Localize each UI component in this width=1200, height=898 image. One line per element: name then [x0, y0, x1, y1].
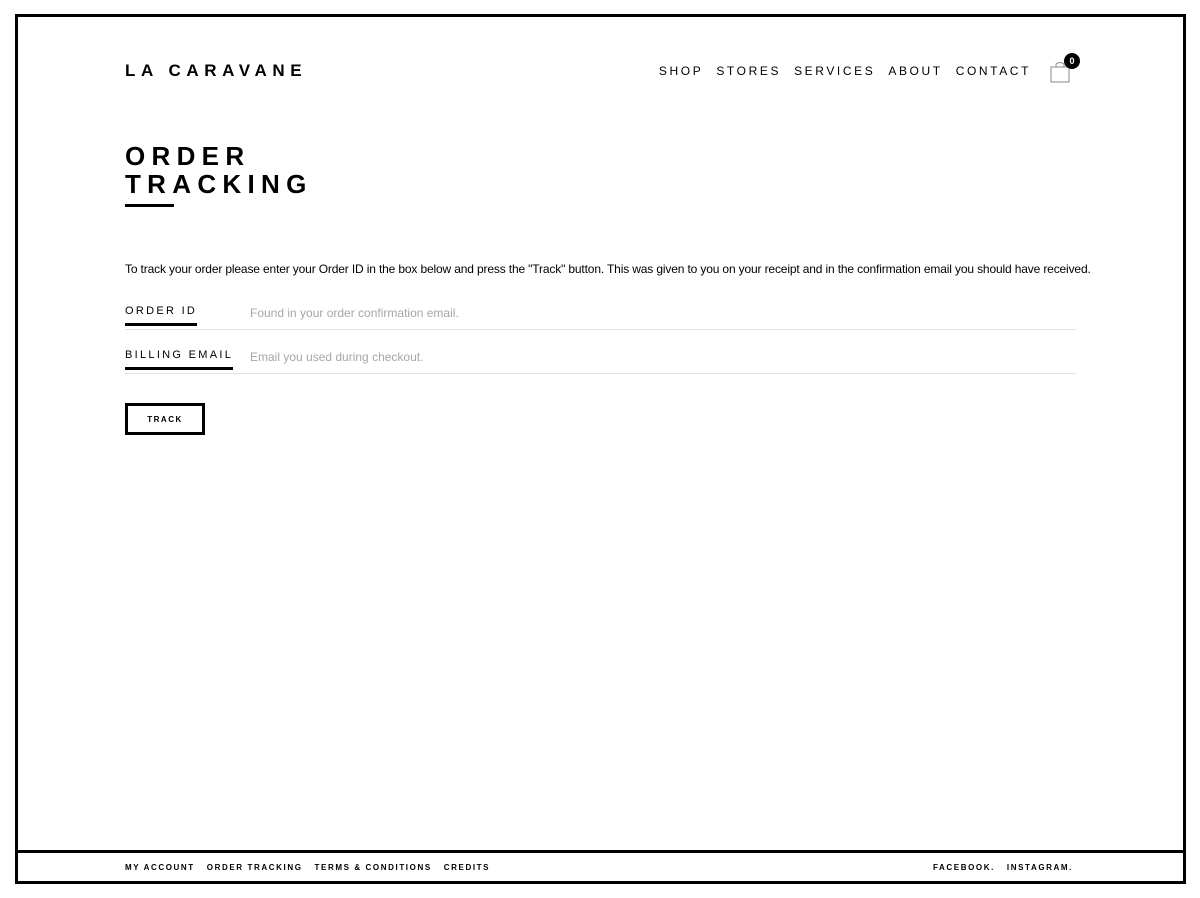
order-id-input[interactable]	[250, 302, 1070, 324]
nav-stores[interactable]: STORES	[716, 64, 782, 78]
page-frame	[15, 14, 1186, 884]
nav-contact[interactable]: CONTACT	[955, 64, 1031, 78]
main-nav	[646, 64, 1031, 78]
footer-link-instagram[interactable]: INSTAGRAM.	[1006, 863, 1073, 872]
footer-link-facebook[interactable]: FACEBOOK.	[932, 863, 995, 872]
page-title-line2: TRACKING	[125, 169, 313, 199]
cart-button[interactable]	[1050, 53, 1080, 85]
nav-shop[interactable]: SHOP	[658, 64, 704, 78]
track-button[interactable]: TRACK	[125, 403, 205, 435]
footer-link-terms[interactable]: TERMS & CONDITIONS	[314, 863, 432, 872]
order-id-label: ORDER ID	[125, 305, 197, 326]
billing-email-input[interactable]	[250, 346, 1070, 368]
footer-link-my-account[interactable]: MY ACCOUNT	[125, 863, 195, 872]
nav-about[interactable]: ABOUT	[888, 64, 943, 78]
title-underline	[125, 204, 174, 207]
page-title	[125, 142, 313, 198]
site-footer	[18, 850, 1183, 884]
page-title-line1: ORDER	[125, 141, 251, 171]
order-id-row	[125, 298, 1076, 330]
intro-text: To track your order please enter your Order ID in the box below and press the "Track" button. This was given to you on your receipt and in the confirmation email you should have received.	[125, 262, 1091, 276]
cart-count-badge: 0	[1064, 53, 1080, 69]
nav-services[interactable]: SERVICES	[794, 64, 876, 78]
footer-links	[125, 863, 502, 872]
billing-email-label: BILLING EMAIL	[125, 349, 233, 370]
billing-email-row	[125, 342, 1076, 374]
site-logo[interactable]: LA CARAVANE	[125, 61, 308, 80]
footer-link-order-tracking[interactable]: ORDER TRACKING	[206, 863, 303, 872]
footer-social-links	[921, 863, 1073, 872]
footer-link-credits[interactable]: CREDITS	[443, 863, 491, 872]
